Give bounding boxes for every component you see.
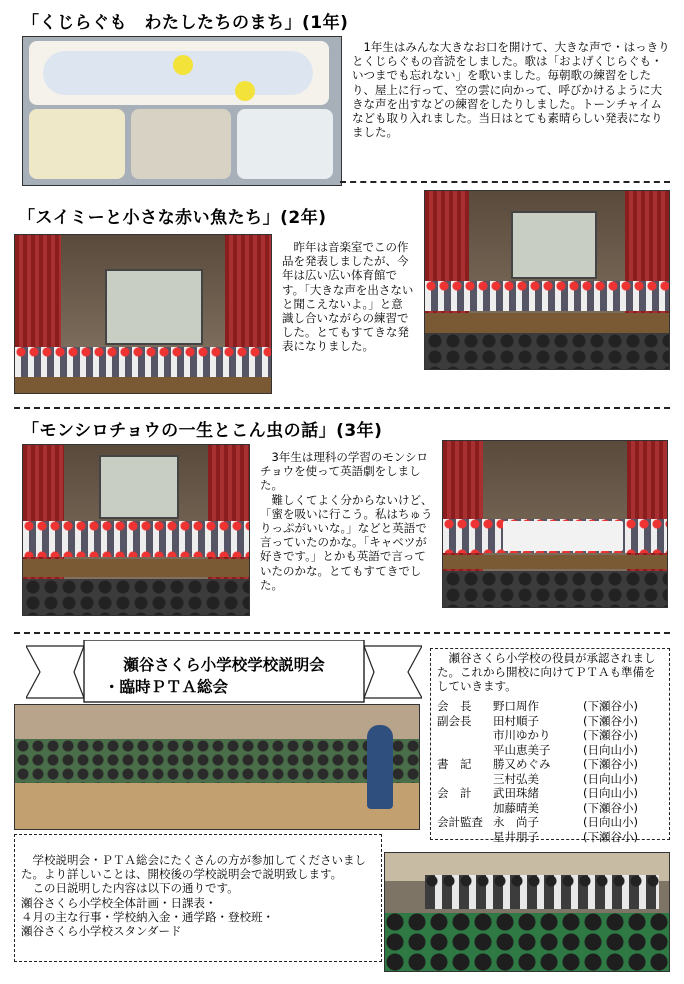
photo-briefing-hall — [14, 704, 420, 830]
info-paragraph-1: 学校説明会・ＰＴＡ総会にたくさんの方が参加してくださいました。より詳しいことは、開校後の学校説明会で説明致します。 — [21, 853, 366, 882]
officer-role: 会 長 — [437, 699, 472, 713]
officer-row — [437, 772, 655, 787]
info-text — [21, 853, 377, 938]
officer-row — [437, 815, 655, 830]
banner-title-line1: 瀬谷さくら小学校学校説明会 — [123, 656, 325, 674]
officer-name: 武田珠緒 — [493, 786, 539, 800]
officer-school: (下瀬谷小) — [583, 800, 638, 815]
town-drawing-2 — [237, 109, 333, 179]
officer-name: 市川ゆかり — [493, 728, 551, 742]
photo-class3-stage-right — [442, 440, 668, 608]
photo-class3-stage-left — [22, 444, 250, 616]
stage-floor — [443, 555, 667, 569]
info-item-3: 瀬谷さくら小学校スタンダード — [21, 924, 182, 939]
officer-role: 会計監査 — [437, 815, 483, 829]
officers-intro: 瀬谷さくら小学校の役員が承認されました。これから開校に向けてＰＴＡも準備をしていきます。 — [437, 651, 656, 694]
officer-row — [437, 728, 655, 743]
officer-name: 永 尚子 — [493, 815, 539, 829]
projection-screen — [99, 455, 179, 519]
divider-2 — [14, 407, 670, 409]
photo-class2-stage-left — [14, 234, 272, 394]
town-drawing-1 — [29, 109, 125, 179]
section2-heading: 「スイミーと小さな赤い魚たち」(2年) — [18, 208, 327, 228]
officer-name: 平山恵美子 — [493, 742, 551, 757]
speaker — [367, 725, 393, 809]
performers — [23, 521, 249, 557]
officer-school: (下瀬谷小) — [583, 699, 638, 713]
info-item-1: 瀬谷さくら小学校全体計画・日課表・ — [21, 895, 217, 910]
officer-school: (日向山小) — [583, 815, 638, 829]
officer-role — [437, 830, 493, 845]
officer-school: (日向山小) — [583, 742, 638, 757]
officer-role — [437, 728, 493, 743]
officer-role: 書 記 — [437, 757, 472, 771]
projection-screen — [511, 211, 597, 279]
section2-text: 昨年は音楽室でこの作品を発表しましたが、今年は広い広い体育館です。「大きな声を出さないと聞こえないよ。」と意識し合いながらの練習でした。とてもすてきな発表になりました。 — [282, 240, 414, 354]
photo-class2-stage-right — [424, 190, 670, 370]
officer-school: (下瀬谷小) — [583, 757, 638, 771]
officer-row — [437, 714, 655, 729]
audience — [443, 571, 667, 607]
officer-school: (下瀬谷小) — [583, 829, 638, 844]
officers-table — [437, 699, 655, 844]
audience — [23, 579, 249, 615]
officer-row — [437, 743, 655, 758]
section1-text: 1年生はみんな大きなお口を開けて、大きな声で・はっきりとくじらぐもの音読をしました。歌は「およげくじらぐも・いつまでも忘れない」を歌いました。毎朝歌の練習をしたり、屋上に行って、空の雲に向かって、呼びかけるように大きな声を出すなどの練習をしたりしました。トーンチャイムなども取り入れました。当日はとても素晴らしい発表になりました。 — [352, 40, 670, 140]
gym-floor — [15, 783, 419, 829]
officer-name: 加藤晴美 — [493, 800, 539, 815]
officer-name: 野口周作 — [493, 699, 539, 713]
officer-school: (下瀬谷小) — [583, 728, 638, 742]
performers — [425, 281, 669, 311]
divider-1 — [340, 181, 670, 183]
info-box — [14, 834, 382, 962]
hall-wall — [15, 705, 419, 739]
officer-name: 勝又めぐみ — [493, 757, 551, 771]
divider-3 — [14, 632, 670, 634]
staff-standing — [425, 875, 659, 909]
stage-floor — [425, 313, 669, 333]
photo-class1-artwork — [22, 36, 342, 186]
audience — [385, 913, 669, 971]
officer-row — [437, 757, 655, 772]
officer-row — [437, 699, 655, 714]
officer-row — [437, 830, 655, 845]
sun-drawing-2 — [235, 81, 255, 101]
officer-row — [437, 786, 655, 801]
officer-school: (日向山小) — [583, 786, 638, 800]
officer-role — [437, 801, 493, 816]
officers-box — [430, 648, 670, 844]
photo-pta-meeting — [384, 852, 670, 972]
officer-row — [437, 801, 655, 816]
officer-role — [437, 772, 493, 787]
banner-title-line2: ・臨時ＰＴＡ総会 — [104, 678, 229, 696]
officer-school: (日向山小) — [583, 771, 638, 786]
section3-heading: 「モンシロチョウの一生とこん虫の話」(3年) — [22, 421, 383, 441]
seated-parents — [15, 739, 419, 783]
officer-school: (下瀬谷小) — [583, 713, 638, 728]
audience — [425, 333, 669, 369]
projection-screen — [105, 269, 203, 345]
officer-name: 三村弘美 — [493, 771, 539, 786]
stage-floor — [23, 559, 249, 577]
cabbage-sign-boards — [503, 521, 623, 551]
info-paragraph-2: この日説明した内容は以下の通りです。 — [21, 881, 239, 896]
officer-name: 星井朋子 — [493, 829, 539, 844]
officer-role — [437, 743, 493, 758]
section1-heading: 「くじらぐも わたしたちのまち」(1年) — [22, 13, 349, 33]
officer-name: 田村順子 — [493, 713, 539, 728]
stage-floor — [15, 377, 271, 393]
section3-text: 3年生は理科の学習のモンシロチョウを使って英語劇をしました。 難しくてよく分からないけど、「蜜を吸いに行こう。私はちゅうりっぷがいいな。」などと英語で言っていたのかな。「キャベツが好きです。」とかも英語で言っていたのかな。とてもすてきでした。 — [260, 450, 433, 592]
officer-role: 会 計 — [437, 786, 472, 800]
info-item-2: ４月の主な行事・学校納入金・通学路・登校班・ — [21, 909, 274, 924]
town-photo — [131, 109, 231, 179]
sun-drawing-1 — [173, 55, 193, 75]
performers — [15, 347, 271, 377]
officer-role: 副会長 — [437, 713, 472, 728]
